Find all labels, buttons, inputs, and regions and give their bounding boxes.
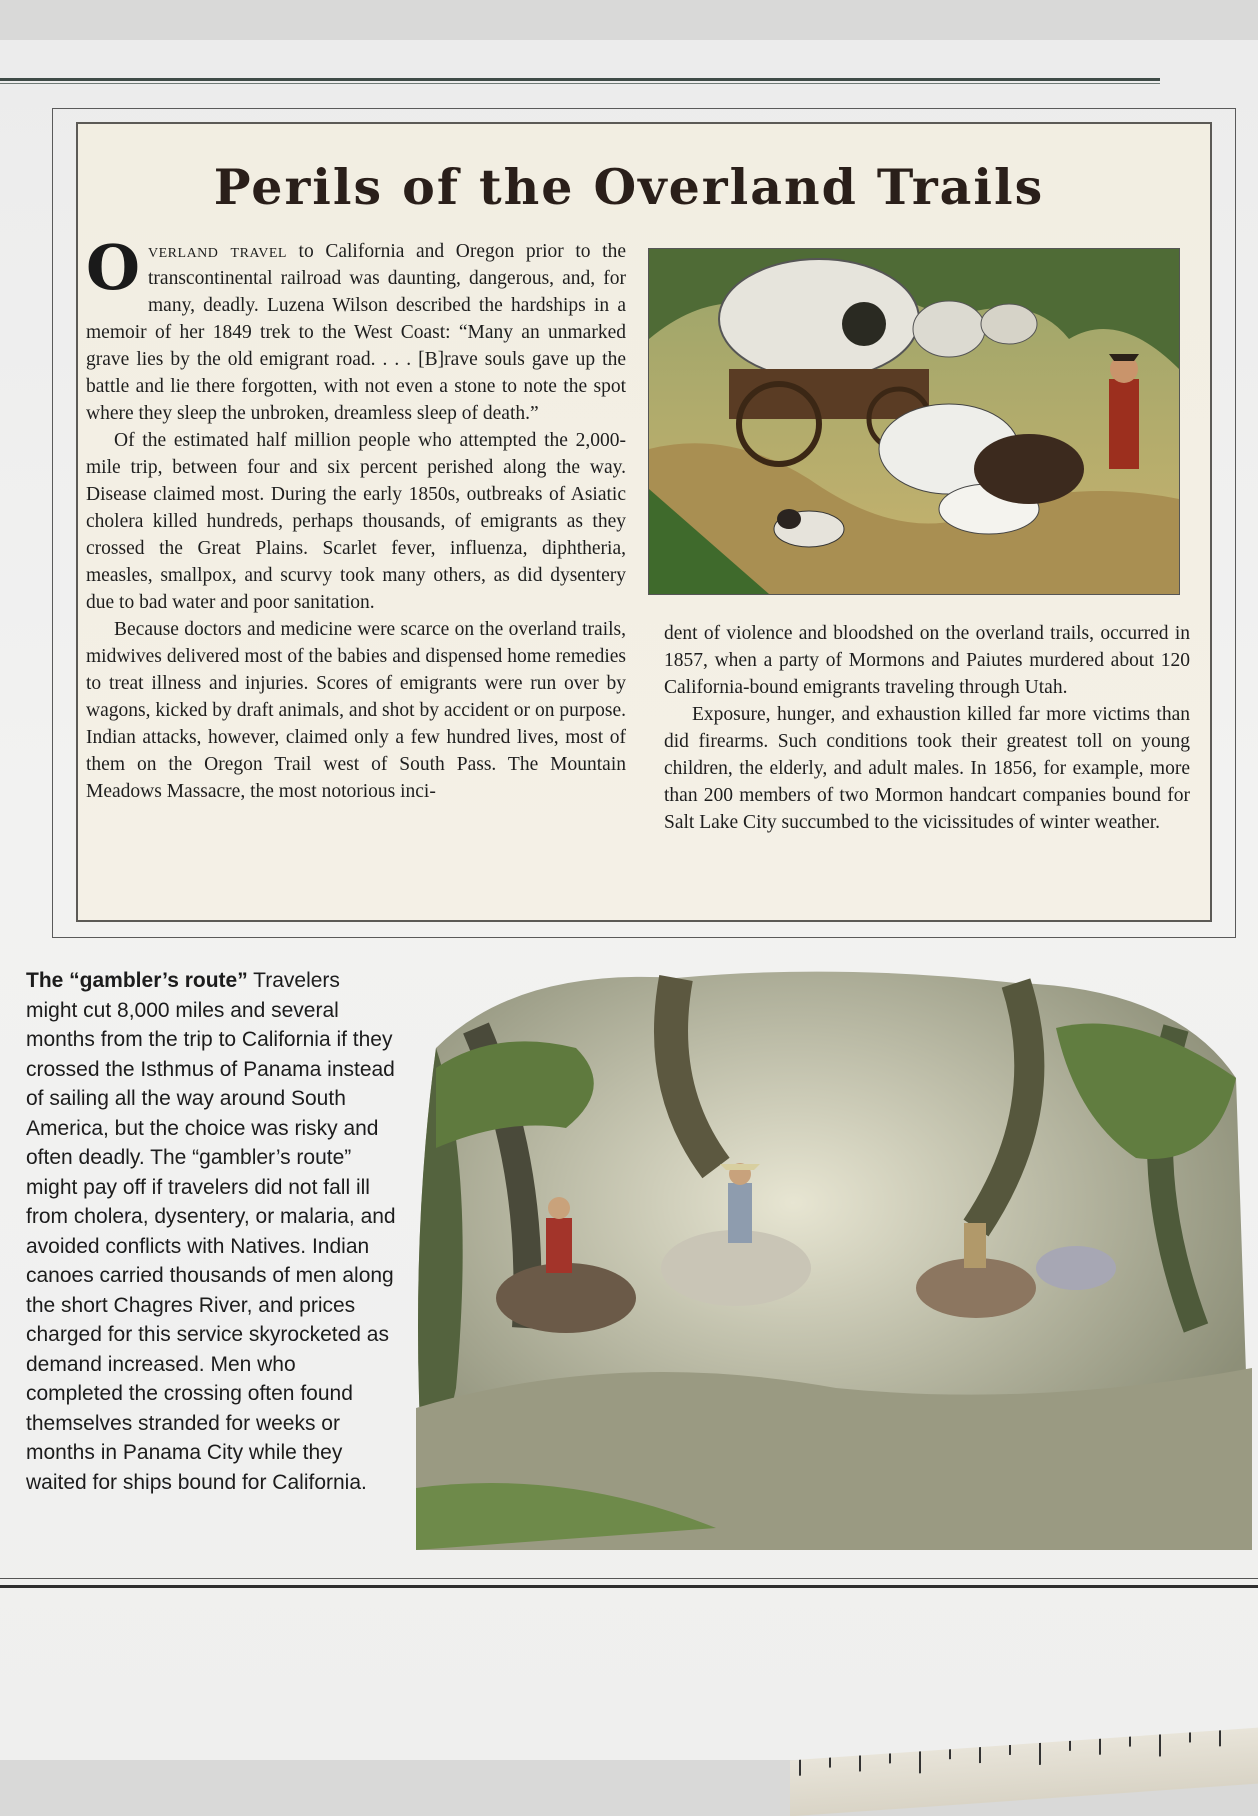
paragraph-4: Exposure, hunger, and exhaustion killed far more victims than did firearms. Such conditions took their greatest toll on young children, the elderly, and adult males. In 1856, for example, more than 200 members of two Mormon handcart companies bound for Salt Lake City succumbed to the vicissitudes of winter weather. xyxy=(664,704,1190,833)
sidebar-right-column xyxy=(664,620,1190,836)
isthmus-crossing-illustration xyxy=(416,968,1252,1550)
top-rule-thin xyxy=(0,83,1160,84)
wagon-train-drawing xyxy=(649,249,1179,594)
bottom-rule-thin xyxy=(0,1578,1258,1579)
lead-smallcaps: verland travel xyxy=(148,241,287,262)
sidebar-left-column xyxy=(86,231,627,805)
sidebar-title: Perils of the Overland Trails xyxy=(213,158,1045,216)
bottom-rule xyxy=(0,1585,1258,1588)
caption-body: Travelers might cut 8,000 miles and several months from the trip to California if they crossed the Isthmus of Panama instead of sailing all the way around South America, but the choice was risky and often deadly. The “gambler’s route” might pay off if travelers did not fall ill from cholera, dysentery, or malaria, and avoided conflicts with Natives. Indian canoes carried thousands of men along the short Chagres River, and prices charged for this service skyrocketed as demand increased. Men who completed the crossing often found themselves stranded for weeks or months in Panama City while they waited for ships bound for California. xyxy=(26,969,396,1494)
paragraph-1 xyxy=(86,231,627,427)
paragraph-1-text: to California and Oregon prior to the transcontinental railroad was daunting, dangerous, and, for many, deadly. Luzena Wilson described the hardships in a memoir of her 1849 trek to the West Coast: “Many an unmarked grave lies by the old emigrant road. . . . [B]rave souls gave up the battle and lie there forgotten, with not even a stone to note the spot where they sleep the unbroken, dreamless sleep of death.” xyxy=(86,241,627,424)
jungle-crossing-drawing xyxy=(416,968,1252,1550)
drop-cap: O xyxy=(86,231,141,304)
wagon-train-illustration xyxy=(648,248,1180,595)
paragraph-3-right: dent of violence and bloodshed on the overland trails, occurred in 1857, when a party of Mormons and Paiutes murdered about 120 California-bound emigrants traveling through Utah. xyxy=(664,623,1190,698)
caption-lead: The “gambler’s route” xyxy=(26,969,248,992)
paragraph-3-left: Because doctors and medicine were scarce on the overland trails, midwives delivered most of the babies and dispensed home remedies to treat illness and injuries. Scores of emigrants were run over by wagons, kicked by draft animals, and shot by accident or on purpose. Indian attacks, however, claimed only a few hundred lives, most of them on the Oregon Trail west of South Pass. The Mountain Meadows Massacre, the most notorious inci- xyxy=(86,619,626,802)
paragraph-2: Of the estimated half million people who attempted the 2,000-mile trip, between four and six percent perished along the way. Disease claimed most. During the early 1850s, outbreaks of Asiatic cholera killed hundreds, perhaps thousands, of emigrants as they crossed the Great Plains. Scarlet fever, influenza, diphtheria, measles, smallpox, and scurvy took many others, as did dysentery due to bad water and poor sanitation. xyxy=(86,430,626,613)
image-caption xyxy=(26,966,396,1497)
top-rule xyxy=(0,78,1160,81)
